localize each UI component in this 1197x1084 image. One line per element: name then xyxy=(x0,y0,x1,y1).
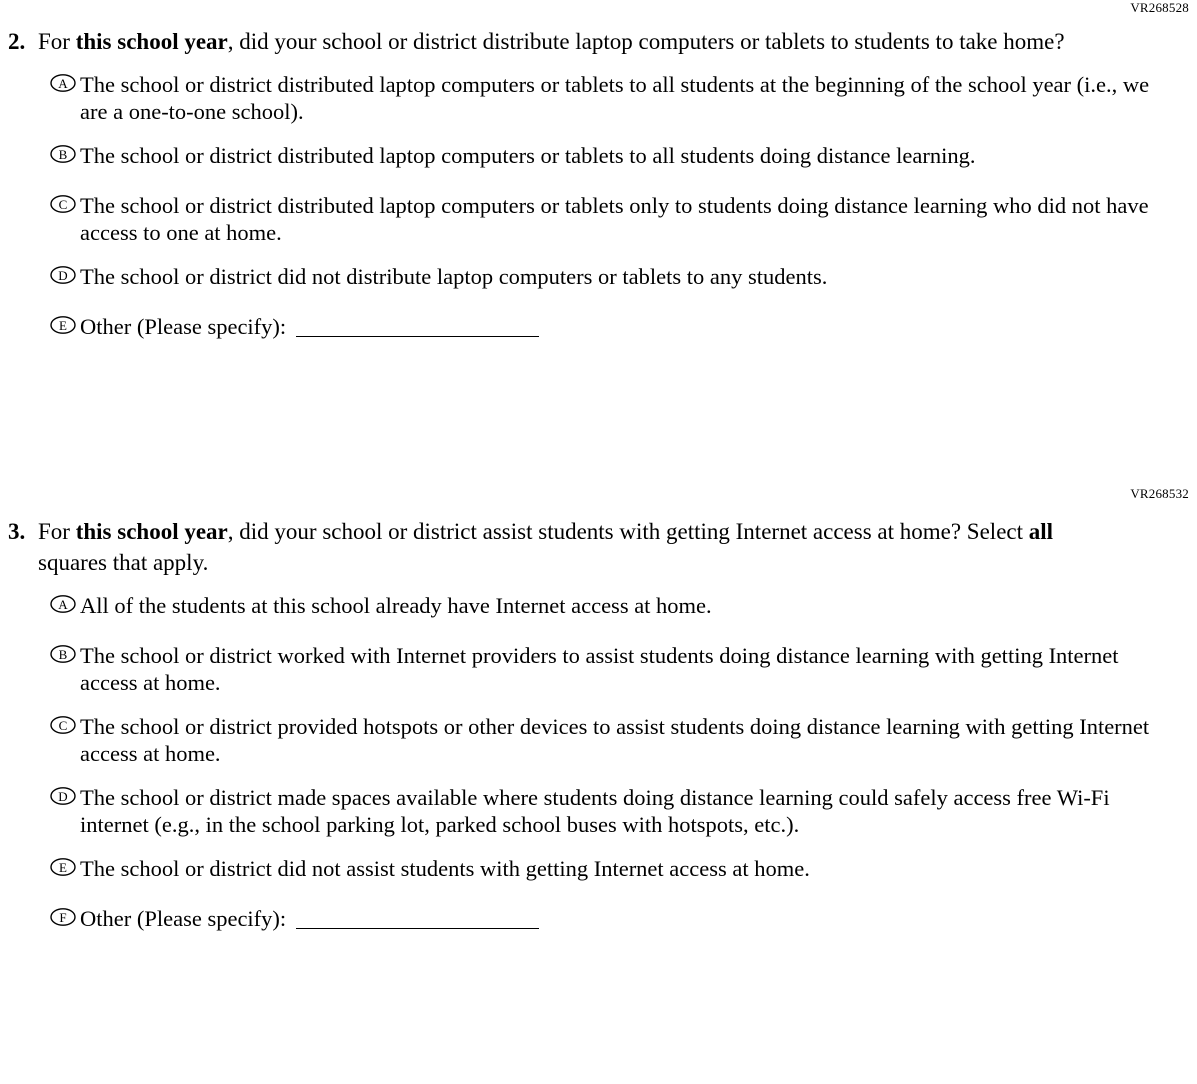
bubble-d-icon[interactable] xyxy=(46,782,80,817)
option-3-f[interactable] xyxy=(46,903,1197,938)
question-2-header xyxy=(0,26,1197,57)
option-3-e-label: The school or district did not assist students with getting Internet access at home. xyxy=(80,856,810,881)
q2-text-part-3: , did your school or district distribute laptop computers or tablets to students to take home? xyxy=(227,29,1065,54)
question-2 xyxy=(0,26,1197,346)
option-2-e[interactable] xyxy=(46,311,1197,346)
bubble-e-icon[interactable] xyxy=(46,311,80,346)
question-3-text xyxy=(38,516,1078,578)
question-2-number: 2. xyxy=(8,29,26,54)
vr-code-q3: VR268532 xyxy=(1130,486,1189,501)
svg-text:B: B xyxy=(58,647,68,662)
section-spacer xyxy=(0,361,1197,486)
option-3-f-specify-input[interactable] xyxy=(296,908,539,929)
option-2-d[interactable] xyxy=(46,261,1197,296)
option-3-a[interactable] xyxy=(46,590,1197,625)
option-3-b-label: The school or district worked with Internet providers to assist students doing distance learning with getting Internet access at home. xyxy=(80,643,1119,695)
svg-text:D: D xyxy=(58,789,68,804)
question-3-header xyxy=(0,516,1197,578)
bubble-a-icon[interactable] xyxy=(46,590,80,625)
bubble-c-icon[interactable] xyxy=(46,190,80,225)
option-2-b-label: The school or district distributed laptop computers or tablets to all students doing distance learning. xyxy=(80,143,976,168)
option-3-d[interactable] xyxy=(46,782,1197,838)
svg-text:E: E xyxy=(59,318,67,333)
option-2-a[interactable] xyxy=(46,69,1197,125)
question-2-text xyxy=(38,26,1065,57)
q2-text-part-1: For xyxy=(38,29,76,54)
option-2-c-label: The school or district distributed laptop computers or tablets only to students doing distance learning who did not have access to one at home. xyxy=(80,193,1149,245)
question-2-options xyxy=(0,69,1197,346)
option-3-f-text: Other (Please specify): xyxy=(80,906,287,931)
svg-text:C: C xyxy=(58,197,68,212)
svg-text:C: C xyxy=(58,718,68,733)
option-3-d-label: The school or district made spaces available where students doing distance learning could safely access free Wi-Fi internet (e.g., in the school parking lot, parked school buses with hotspots, etc.). xyxy=(80,785,1110,837)
option-2-e-label xyxy=(80,311,539,340)
option-2-d-label: The school or district did not distribute laptop computers or tablets to any students. xyxy=(80,264,828,289)
q3-text-part-5: squares that apply. xyxy=(38,550,209,575)
question-3-options xyxy=(0,590,1197,938)
svg-text:B: B xyxy=(58,147,68,162)
option-3-e[interactable] xyxy=(46,853,1197,888)
bubble-c-icon[interactable] xyxy=(46,711,80,746)
q3-text-part-1: For xyxy=(38,519,76,544)
q3-text-part-2: this school year xyxy=(75,519,228,544)
bubble-a-icon[interactable] xyxy=(46,69,80,104)
question-3-number: 3. xyxy=(8,519,26,544)
svg-text:A: A xyxy=(58,597,68,612)
bubble-b-icon[interactable] xyxy=(46,640,80,675)
option-2-e-text: Other (Please specify): xyxy=(80,314,287,339)
bubble-e-icon[interactable] xyxy=(46,853,80,888)
svg-text:F: F xyxy=(59,910,67,925)
bubble-f-icon[interactable] xyxy=(46,903,80,938)
q3-text-part-4: all xyxy=(1028,519,1054,544)
option-2-c[interactable] xyxy=(46,190,1197,246)
option-3-c-label: The school or district provided hotspots or other devices to assist students doing distance learning with getting Internet access at home. xyxy=(80,714,1150,766)
option-3-c[interactable] xyxy=(46,711,1197,767)
q3-text-part-3: , did your school or district assist students with getting Internet access at home? Select xyxy=(227,519,1029,544)
question-3 xyxy=(0,516,1197,938)
option-2-b[interactable] xyxy=(46,140,1197,175)
q2-text-part-2: this school year xyxy=(75,29,228,54)
bubble-b-icon[interactable] xyxy=(46,140,80,175)
option-3-a-label: All of the students at this school already have Internet access at home. xyxy=(80,593,712,618)
svg-text:A: A xyxy=(58,76,68,91)
option-3-b[interactable] xyxy=(46,640,1197,696)
svg-text:D: D xyxy=(58,268,68,283)
vr-code-q2: VR268528 xyxy=(1130,0,1189,15)
option-3-f-label xyxy=(80,903,539,932)
bubble-d-icon[interactable] xyxy=(46,261,80,296)
option-2-a-label: The school or district distributed laptop computers or tablets to all students at the beginning of the school year (i.e., we are a one-to-one school). xyxy=(80,72,1150,124)
svg-text:E: E xyxy=(59,860,67,875)
option-2-e-specify-input[interactable] xyxy=(296,316,539,337)
